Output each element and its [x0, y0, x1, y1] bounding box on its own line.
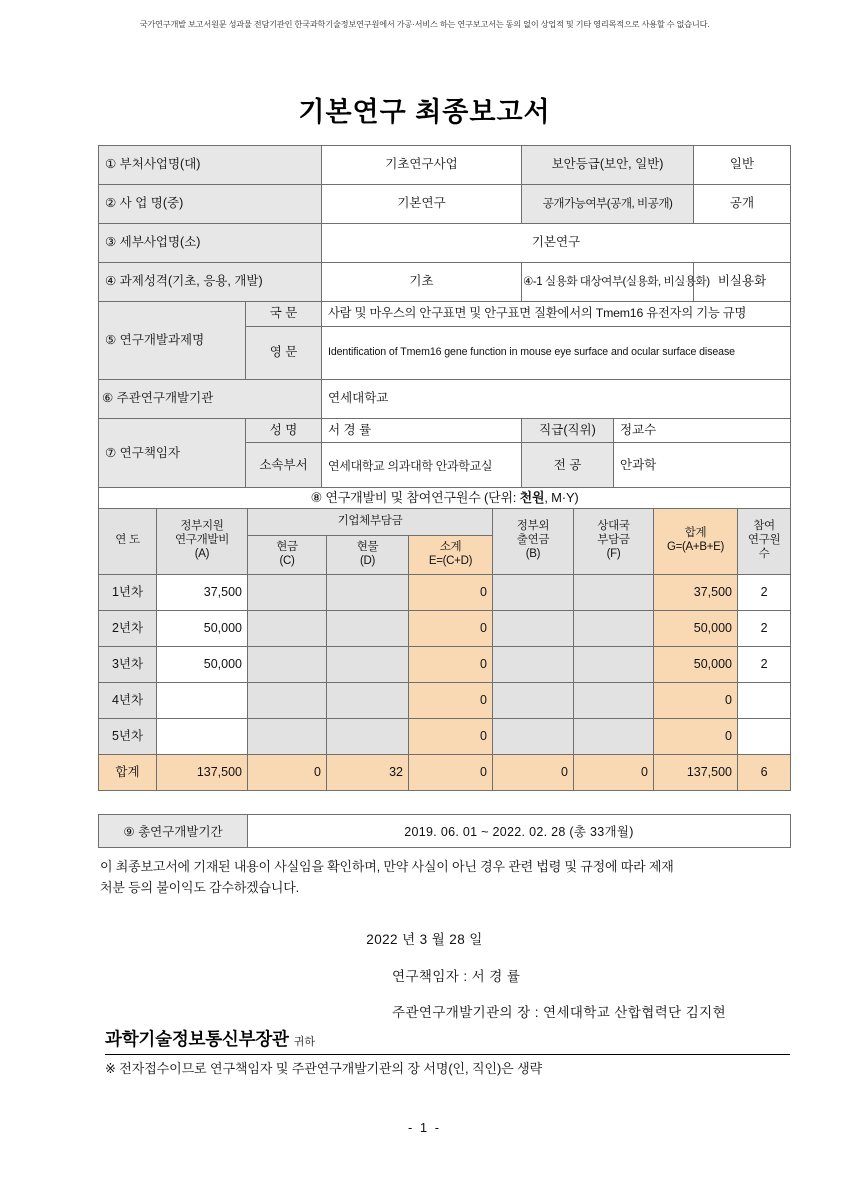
- total-nongov: 0: [493, 754, 574, 790]
- commercialization-value: 비실용화: [694, 263, 791, 302]
- pi-name-label: 성 명: [246, 418, 322, 443]
- table-row: [99, 610, 791, 646]
- minister-suffix: 귀하: [293, 1036, 316, 1048]
- row-year: 1년차: [99, 574, 157, 610]
- header-researchers: [738, 508, 791, 574]
- row-cash: [248, 646, 327, 682]
- table-row: [99, 646, 791, 682]
- budget-caption-suffix: , M·Y): [544, 490, 579, 505]
- row-cash: [248, 610, 327, 646]
- header-gov-support-line1: 정부지원: [180, 520, 224, 533]
- page-number: - 1 -: [407, 1120, 442, 1135]
- lead-institution-value: 연세대학교: [322, 379, 791, 418]
- pi-dept-value: 연세대학교 의과대학 안과학교실: [322, 443, 522, 490]
- lead-institution-label: ⑥ 주관연구개발기관: [99, 379, 322, 418]
- budget-caption-row: [99, 488, 791, 509]
- row-total: 37,500: [654, 574, 738, 610]
- header-nongov: [493, 508, 574, 574]
- header-nongov-line3: (B): [525, 547, 541, 560]
- row-gov: [157, 682, 248, 718]
- pi-name-value: 서 경 률: [322, 418, 522, 443]
- table-row: [99, 185, 791, 224]
- table-row: [99, 682, 791, 718]
- header-inkind: [327, 535, 409, 574]
- row-partner: [574, 682, 654, 718]
- row-inkind: [327, 682, 409, 718]
- english-title-label: 영 문: [246, 326, 322, 379]
- total-subtotal: 0: [409, 754, 493, 790]
- header-partner: [574, 508, 654, 574]
- table-row: [99, 146, 791, 185]
- pi-major-label: 전 공: [522, 443, 614, 490]
- row-partner: [574, 718, 654, 754]
- ministry-program-value: 기초연구사업: [322, 146, 522, 185]
- row-year: 4년차: [99, 682, 157, 718]
- row-researchers: 2: [738, 610, 791, 646]
- disclosure-label: 공개가능여부(공개, 비공개): [522, 185, 694, 224]
- subprogram-value: 기본연구: [322, 224, 791, 263]
- header-subtotal-line2: E=(C+D): [428, 554, 473, 567]
- minister-name: 과학기술정보통신부장관: [105, 1029, 289, 1049]
- table-row: [99, 263, 791, 302]
- header-nongov-line1: 정부외: [516, 520, 550, 533]
- period-table: [98, 814, 791, 848]
- row-total: 50,000: [654, 646, 738, 682]
- signature-date: 2022 년 3 월 28 일: [366, 932, 483, 947]
- row-nongov: [493, 718, 574, 754]
- header-cash-line2: (C): [279, 554, 295, 567]
- row-total: 0: [654, 718, 738, 754]
- row-year: 5년차: [99, 718, 157, 754]
- header-nongov-line2: 출연금: [516, 534, 550, 547]
- row-subtotal: 0: [409, 718, 493, 754]
- ministry-program-label: ① 부처사업명(대): [99, 146, 322, 185]
- header-gov-support-line3: (A): [194, 547, 210, 560]
- row-subtotal: 0: [409, 682, 493, 718]
- header-total-line1: 합계: [684, 527, 707, 540]
- table-row: [99, 379, 791, 418]
- row-nongov: [493, 574, 574, 610]
- header-partner-line2: 부담금: [597, 534, 630, 547]
- signature-institution: 주관연구개발기관의 장 : 연세대학교 산합협력단 김지현: [392, 1005, 727, 1020]
- budget-total-row: [99, 754, 791, 790]
- row-cash: [248, 574, 327, 610]
- row-nongov: [493, 682, 574, 718]
- minister-addressee: [105, 1026, 790, 1055]
- pi-position-label: 직급(직위): [522, 418, 614, 443]
- pi-dept-label: 소속부서: [246, 443, 322, 490]
- row-partner: [574, 610, 654, 646]
- row-researchers: 2: [738, 646, 791, 682]
- program-name-value: 기본연구: [322, 185, 522, 224]
- total-row-label: 합계: [99, 754, 157, 790]
- header-gov-support-line2: 연구개발비: [174, 534, 230, 547]
- commercialization-label: ④-1 실용화 대상여부(실용화, 비실용화): [522, 263, 694, 302]
- budget-caption: [99, 488, 791, 509]
- row-inkind: [327, 574, 409, 610]
- header-partner-line1: 상대국: [597, 520, 630, 533]
- row-researchers: 2: [738, 574, 791, 610]
- row-gov: 37,500: [157, 574, 248, 610]
- row-gov: 50,000: [157, 610, 248, 646]
- header-company-group: 기업체부담금: [248, 508, 493, 535]
- row-subtotal: 0: [409, 610, 493, 646]
- project-info-table: [98, 145, 791, 490]
- pi-major-value: 안과학: [614, 443, 791, 490]
- electronic-submission-note: ※ 전자접수이므로 연구책임자 및 주관연구개발기관의 장 서명(인, 직인)은 생략: [105, 1061, 543, 1076]
- row-subtotal: 0: [409, 574, 493, 610]
- pi-label: ⑦ 연구책임자: [99, 418, 246, 490]
- english-title-value: Identification of Tmem16 gene function in mouse eye surface and ocular surface disease: [322, 326, 791, 379]
- row-gov: [157, 718, 248, 754]
- korean-title-label: 국 문: [246, 302, 322, 327]
- row-gov: 50,000: [157, 646, 248, 682]
- declaration-line-1: 이 최종보고서에 기재된 내용이 사실임을 확인하며, 만약 사실이 아닌 경우 관련 법령 및 규정에 따라 제재: [100, 859, 674, 874]
- total-inkind: 32: [327, 754, 409, 790]
- disclosure-value: 공개: [694, 185, 791, 224]
- row-inkind: [327, 610, 409, 646]
- row-inkind: [327, 646, 409, 682]
- row-researchers: [738, 718, 791, 754]
- security-grade-value: 일반: [694, 146, 791, 185]
- row-partner: [574, 646, 654, 682]
- total-partner: 0: [574, 754, 654, 790]
- budget-caption-unit: 천원: [519, 490, 545, 505]
- table-row: [99, 574, 791, 610]
- project-title-label: ⑤ 연구개발과제명: [99, 302, 246, 380]
- page-title: 기본연구 최종보고서: [298, 97, 551, 127]
- header-cash: [248, 535, 327, 574]
- row-researchers: [738, 682, 791, 718]
- header-gov-support: [157, 508, 248, 574]
- security-grade-label: 보안등급(보안, 일반): [522, 146, 694, 185]
- header-researchers-line1: 참여: [753, 520, 775, 533]
- total-gov: 137,500: [157, 754, 248, 790]
- header-researchers-line2: 연구원수: [747, 534, 781, 560]
- table-row: [99, 815, 791, 848]
- declaration-statement: [100, 856, 790, 899]
- row-year: 3년차: [99, 646, 157, 682]
- project-type-label: ④ 과제성격(기초, 응용, 개발): [99, 263, 322, 302]
- header-total-line2: G=(A+B+E): [666, 541, 725, 554]
- header-subtotal-line1: 소계: [439, 540, 462, 553]
- row-nongov: [493, 646, 574, 682]
- copyright-notice: 국가연구개발 보고서원문 성과물 전담기관인 한국과학기술정보연구원에서 가공·서비스 하는 연구보고서는 동의 없이 상업적 및 기타 영리목적으로 사용할 수 없습니다.: [139, 20, 710, 29]
- program-name-label: ② 사 업 명(중): [99, 185, 322, 224]
- header-inkind-line1: 현물: [356, 540, 379, 553]
- header-cash-line1: 현금: [276, 540, 298, 553]
- row-partner: [574, 574, 654, 610]
- total-researchers: 6: [738, 754, 791, 790]
- total-grand: 137,500: [654, 754, 738, 790]
- budget-header-row-1: [99, 508, 791, 535]
- header-year: 연 도: [99, 508, 157, 574]
- total-cash: 0: [248, 754, 327, 790]
- row-cash: [248, 682, 327, 718]
- period-value: 2019. 06. 01 ~ 2022. 02. 28 (총 33개월): [248, 815, 791, 848]
- table-row: [99, 302, 791, 327]
- row-nongov: [493, 610, 574, 646]
- table-row: [99, 718, 791, 754]
- budget-caption-prefix: ⑧ 연구개발비 및 참여연구원수 (단위:: [310, 490, 520, 505]
- budget-table: [98, 487, 791, 791]
- header-inkind-line2: (D): [359, 554, 376, 567]
- row-subtotal: 0: [409, 646, 493, 682]
- row-total: 0: [654, 682, 738, 718]
- table-row: [99, 224, 791, 263]
- row-inkind: [327, 718, 409, 754]
- declaration-line-2: 처분 등의 불이익도 감수하겠습니다.: [100, 880, 300, 896]
- row-total: 50,000: [654, 610, 738, 646]
- period-label: ⑨ 총연구개발기간: [99, 815, 248, 848]
- table-row: [99, 418, 791, 443]
- korean-title-value: 사람 및 마우스의 안구표면 및 안구표면 질환에서의 Tmem16 유전자의 기능 규명: [322, 302, 791, 327]
- project-type-value: 기초: [322, 263, 522, 302]
- header-total: [654, 508, 738, 574]
- signature-pi: 연구책임자 : 서 경 률: [392, 969, 521, 984]
- subprogram-label: ③ 세부사업명(소): [99, 224, 322, 263]
- row-year: 2년차: [99, 610, 157, 646]
- pi-position-value: 정교수: [614, 418, 791, 443]
- row-cash: [248, 718, 327, 754]
- header-partner-line3: (F): [606, 547, 621, 560]
- header-subtotal: [409, 535, 493, 574]
